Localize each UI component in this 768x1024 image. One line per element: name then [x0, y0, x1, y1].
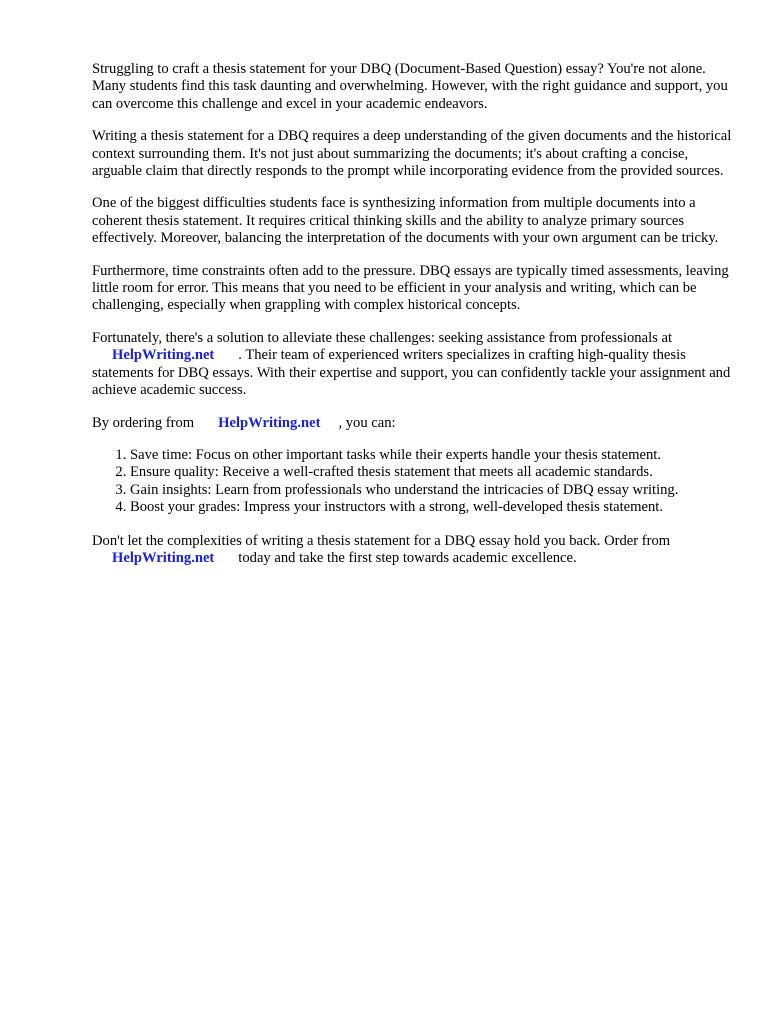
intro-paragraph: Struggling to craft a thesis statement for your DBQ (Document-Based Question) essay? You're not alone. Many students find this task daunting and overwhelming. However, with the right guidance and support, you can overcome this challenge and excel in your academic endeavors.: [92, 61, 728, 112]
list-item: 2. Ensure quality: Receive a well-crafted thesis statement that meets all academic standards.: [130, 464, 732, 481]
ordering-text-after: , you can:: [338, 414, 396, 431]
document-page: [92, 61, 732, 582]
helpwriting-link[interactable]: HelpWriting.net: [112, 549, 215, 566]
helpwriting-link[interactable]: HelpWriting.net: [218, 414, 321, 431]
time-constraints-paragraph: Furthermore, time constraints often add to the pressure. DBQ essays are typically timed assessments, leaving little room for error. This means that you need to be efficient in your analysis and writing, which can be challenging, especially when grappling with complex historical concepts.: [92, 262, 729, 314]
list-item: 4. Boost your grades: Impress your instructors with a strong, well-developed thesis statement.: [130, 499, 732, 516]
closing-text-before: Don't let the complexities of writing a thesis statement for a DBQ essay hold you back. Order from: [92, 532, 671, 549]
ordering-text-before: By ordering from: [92, 414, 195, 431]
solution-text-before: Fortunately, there's a solution to alleviate these challenges: seeking assistance from professionals at: [92, 329, 672, 346]
thesis-requirements-paragraph: Writing a thesis statement for a DBQ requires a deep understanding of the given documents and the historical context surrounding them. It's not just about summarizing the documents; it's about crafting a concise, arguable claim that directly responds to the prompt while incorporating evidence from the provided sources.: [92, 128, 732, 180]
helpwriting-link[interactable]: HelpWriting.net: [112, 347, 215, 364]
ordering-paragraph: [92, 415, 732, 432]
list-item: 3. Gain insights: Learn from professionals who understand the intricacies of DBQ essay writing.: [130, 482, 732, 499]
closing-text-after: today and take the first step towards academic excellence.: [238, 549, 577, 566]
difficulties-paragraph: One of the biggest difficulties students face is synthesizing information from multiple documents into a coherent thesis statement. It requires critical thinking skills and the ability to analyze primary sources effectively. Moreover, balancing the interpretation of the documents with your own argument can be tricky.: [92, 195, 719, 247]
benefits-list: [92, 447, 732, 517]
solution-text-after: . Their team of experienced writers specializes in crafting high-quality thesis statements for DBQ essays. With their expertise and support, you can confidently tackle your assignment and achieve academic success.: [92, 347, 731, 399]
closing-paragraph: [92, 533, 732, 568]
list-item: 1. Save time: Focus on other important tasks while their experts handle your thesis statement.: [130, 447, 732, 464]
solution-paragraph: [92, 330, 732, 400]
